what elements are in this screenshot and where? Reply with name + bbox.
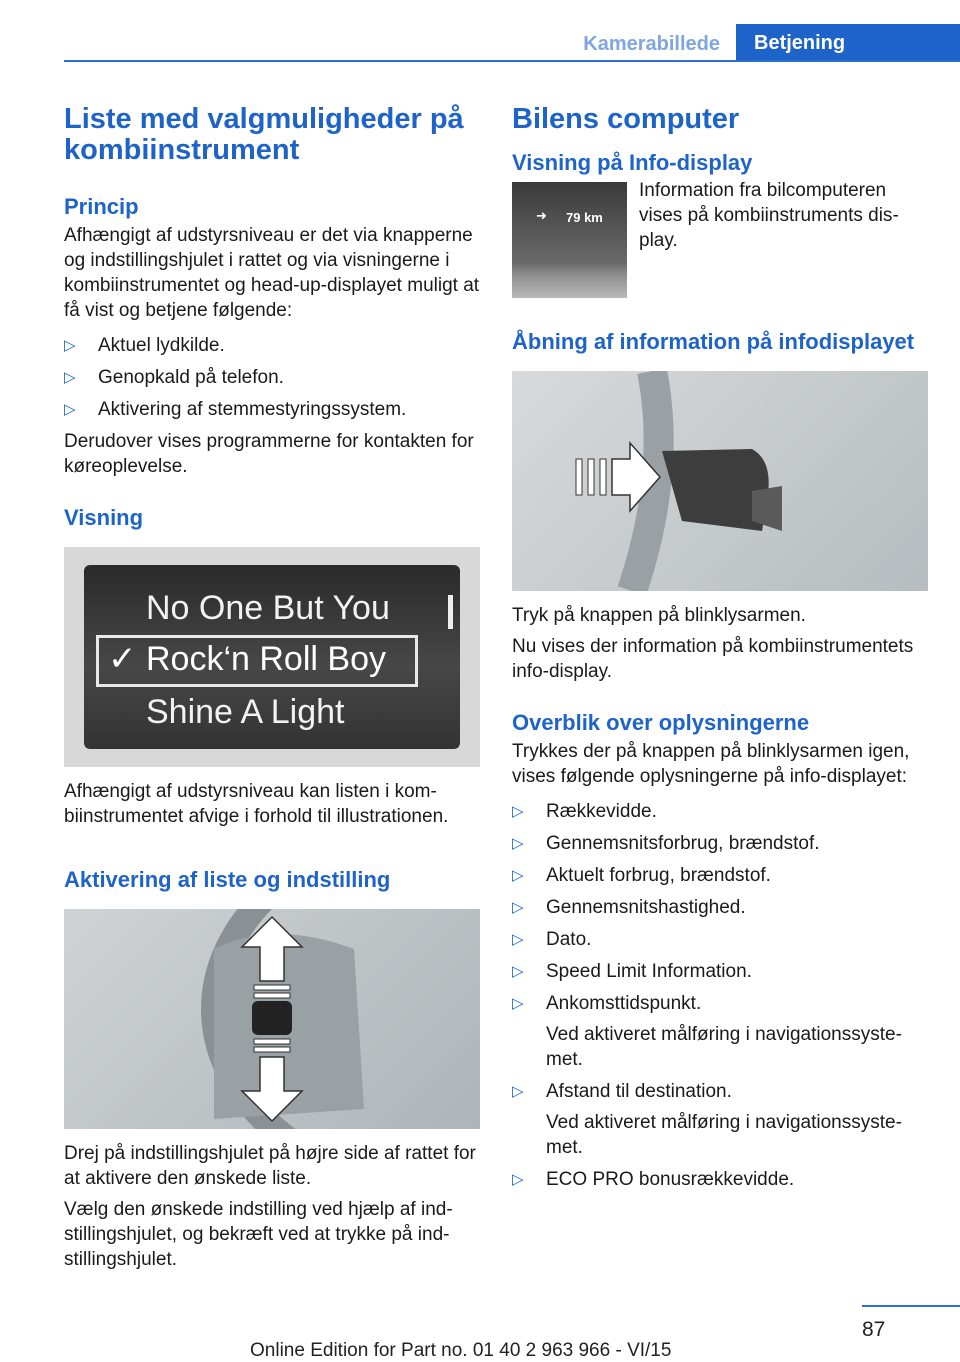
- list-item-note: Ved aktiveret målføring i navigationssystemet.: [546, 1024, 902, 1070]
- steering-wheel-image: [64, 909, 480, 1129]
- bullet-triangle-icon: ▷: [64, 401, 76, 418]
- display-line-3: Shine A Light: [146, 693, 345, 731]
- right-column: [512, 100, 928, 1199]
- activation-text-1: Drej på indstillingshjulet på højre side af rattet for at aktivere den ønskede liste.: [64, 1143, 476, 1189]
- right-bullet-list: [512, 799, 928, 1192]
- list-item: ▷ Afstand til destination. Ved aktiveret målføring i navigationssystemet.: [512, 1079, 928, 1160]
- list-item: ▷ Gennemsnitshastighed.: [512, 897, 746, 918]
- bullet-triangle-icon: ▷: [64, 369, 76, 386]
- list-item: ▷ Speed Limit Information.: [512, 961, 752, 982]
- list-item: ▷ Aktuelt forbrug, brændstof.: [512, 865, 771, 886]
- display-line-2: Rock‘n Roll Boy: [146, 640, 386, 678]
- list-item-note: Ved aktiveret målføring i navigationssystemet.: [546, 1112, 902, 1158]
- stalk-button-image: [512, 371, 928, 591]
- after-bullets-text: Derudover vises programmerne for kontakten for køreoplevelse.: [64, 431, 474, 477]
- principle-text: Afhængigt af udstyrsniveau er det via knapperne og indstillingshjulet i rattet og via visningerne i kombiinstrumentet og head-up-displayet muligt at få vist og betjene følgende:: [64, 225, 480, 321]
- list-item: ▷ Rækkevidde.: [512, 801, 657, 822]
- info-display-value: 79 km: [566, 210, 603, 225]
- list-item: ▷ ECO PRO bonusrækkevidde.: [512, 1169, 795, 1190]
- info-display-block: [512, 182, 928, 300]
- info-display-image: [512, 182, 627, 298]
- heading-overview: Overblik over oplysningerne: [512, 710, 810, 735]
- list-item: ▷ Ankomsttidspunkt. Ved aktiveret målføring i navigationssystemet.: [512, 991, 928, 1072]
- heading-opening: Åbning af information på infodisplayet: [512, 329, 915, 354]
- display-line-1: No One But You: [146, 589, 390, 627]
- list-item: ▷ Genopkald på telefon.: [64, 367, 284, 388]
- heading-info-display: Visning på Info-display: [512, 150, 753, 175]
- header-rule: [64, 60, 960, 62]
- list-item: ▷ Dato.: [512, 929, 592, 950]
- bullet-triangle-icon: ▷: [512, 1171, 524, 1188]
- list-item: ▷ Aktivering af stemmestyringssystem.: [64, 399, 407, 420]
- activation-text-2: Vælg den ønskede indstilling ved hjælp af indstillingshjulet, og bekræft ved at trykke på indstillingshjulet.: [64, 1199, 453, 1270]
- section-title-computer: Bilens computer: [512, 103, 740, 135]
- bullet-triangle-icon: ▷: [512, 867, 524, 884]
- header-tab-betjening[interactable]: Betjening: [736, 24, 960, 62]
- heading-principle: Princip: [64, 194, 139, 219]
- section-title-list: Liste med valgmuligheder på kombiinstrument: [64, 103, 464, 166]
- heading-activation: Aktivering af liste og indstilling: [64, 867, 391, 892]
- page-number: 87: [862, 1318, 886, 1341]
- opening-text-1: Tryk på knappen på blinklysarmen.: [512, 605, 806, 626]
- left-column: [64, 100, 480, 1272]
- steering-wheel-illustration: [64, 909, 480, 1129]
- bullet-triangle-icon: ▷: [512, 995, 524, 1012]
- list-item: ▷ Aktuel lydkilde.: [64, 335, 225, 356]
- heading-display: Visning: [64, 505, 144, 530]
- bullet-triangle-icon: ▷: [64, 337, 76, 354]
- checkmark-icon: ✓: [108, 640, 137, 678]
- bullet-triangle-icon: ▷: [512, 931, 524, 948]
- bullet-triangle-icon: ▷: [512, 963, 524, 980]
- display-caption: Afhængigt af udstyrsniveau kan listen i kombiinstrumentet afvige i forhold til illustrationen.: [64, 781, 449, 827]
- left-bullet-list: [64, 333, 480, 422]
- opening-text-2: Nu vises der information på kombiinstrumentets info-display.: [512, 636, 914, 682]
- header-tab-kamerabillede[interactable]: Kamerabillede: [583, 33, 720, 55]
- range-arrow-icon: ➜: [536, 208, 547, 223]
- bullet-triangle-icon: ▷: [512, 899, 524, 916]
- footer-rule: [862, 1305, 960, 1307]
- stalk-illustration: [512, 371, 928, 591]
- scrollbar-icon: [448, 595, 453, 629]
- bullet-triangle-icon: ▷: [512, 1083, 524, 1100]
- info-display-text: Information fra bilcomputeren vises på kombiinstruments display.: [639, 180, 899, 251]
- footer-edition: Online Edition for Part no. 01 40 2 963 966 - VI/15: [250, 1340, 672, 1361]
- display-list-image: [64, 547, 480, 767]
- list-item: ▷ Gennemsnitsforbrug, brændstof.: [512, 833, 820, 854]
- bullet-triangle-icon: ▷: [512, 835, 524, 852]
- bullet-triangle-icon: ▷: [512, 803, 524, 820]
- overview-text: Trykkes der på knappen på blinklysarmen igen, vises følgende oplysningerne på info-displayet:: [512, 741, 910, 787]
